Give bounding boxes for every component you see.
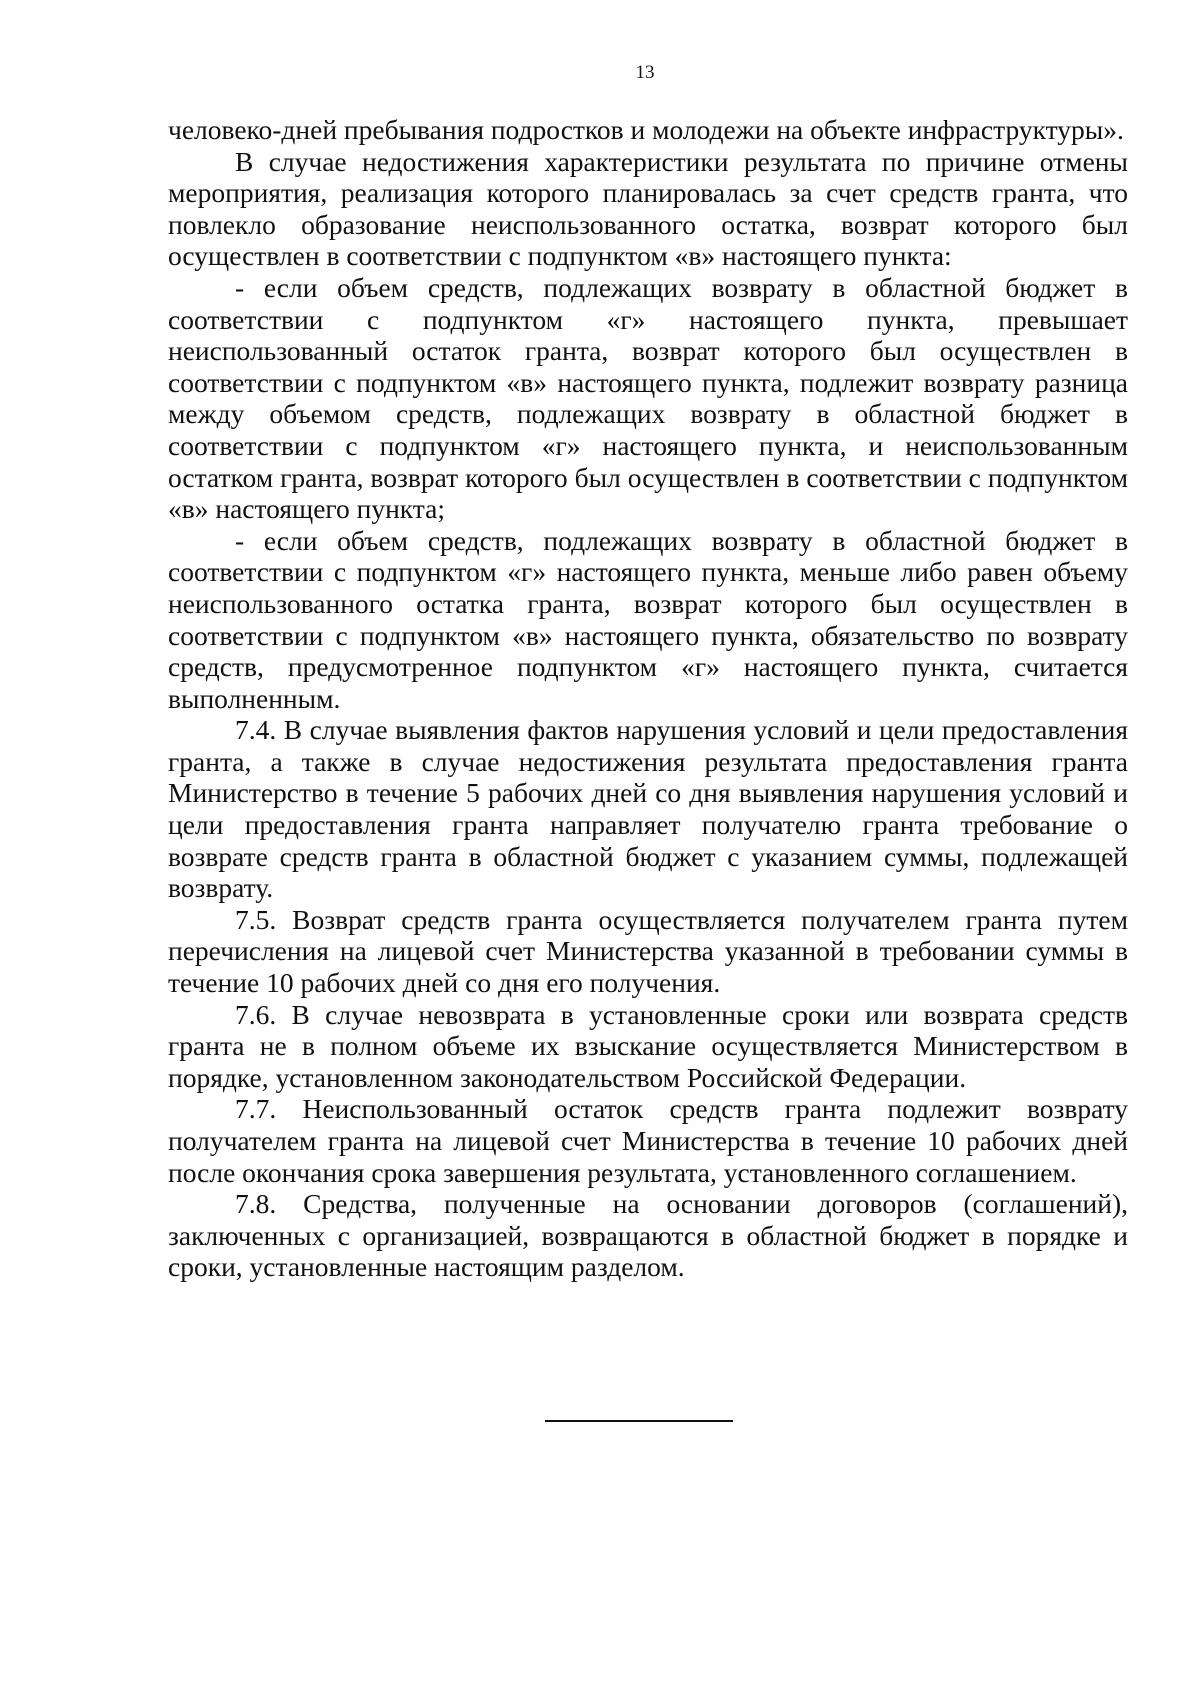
clause-7-4: 7.4. В случае выявления фактов нарушения условий и цели предоставления гранта, а также в случае недостижения результата предоставления гранта Министерство в течение 5 рабочих дней со дня выявления нарушения условий и цели предоставления гранта направляет получателю гранта требование о возврате средств гранта в областной бюджет с указанием суммы, подлежащей возврату. [168,714,1128,904]
clause-7-6: 7.6. В случае невозврата в установленные сроки или возврата средств гранта не в полном объеме их взыскание осуществляется Министерством в порядке, установленном законодательством Российской Федерации. [168,998,1128,1093]
end-of-section-rule [545,1420,733,1422]
list-item: - если объем средств, подлежащих возврату в областной бюджет в соответствии с подпунктом «г» настоящего пункта, меньше либо равен объему неиспользованного остатка гранта, возврат которого был осуществлен в соответствии с подпунктом «в» настоящего пункта, обязательство по возврату средств, предусмотренное подпунктом «г» настоящего пункта, считается выполненным. [168,524,1128,714]
page-number: 13 [635,62,655,83]
list-item: - если объем средств, подлежащих возврату в областной бюджет в соответствии с подпунктом «г» настоящего пункта, превышает неиспользованный остаток гранта, возврат которого был осуществлен в соответствии с подпунктом «в» настоящего пункта, подлежит возврату разница между объемом средств, подлежащих возврату в областной бюджет в соответствии с подпунктом «г» настоящего пункта, и неиспользованным остатком гранта, возврат которого был осуществлен в соответствии с подпунктом «в» настоящего пункта; [168,271,1128,525]
document-body [168,114,1128,1283]
paragraph-continuation: человеко-дней пребывания подростков и молодежи на объекте инфраструктуры». [168,114,1124,145]
clause-7-5: 7.5. Возврат средств гранта осуществляется получателем гранта путем перечисления на лицевой счет Министерства указанной в требовании суммы в течение 10 рабочих дней со дня его получения. [168,903,1128,999]
clause-7-8: 7.8. Средства, полученные на основании договоров (соглашений), заключенных с организацией, возвращаются в областной бюджет в порядке и сроки, установленные настоящим разделом. [168,1188,1128,1283]
clause-7-7: 7.7. Неиспользованный остаток средств гранта подлежит возврату получателем гранта на лицевой счет Министерства в течение 10 рабочих дней после окончания срока завершения результата, установленного соглашением. [168,1093,1128,1188]
paragraph: В случае недостижения характеристики результата по причине отмены мероприятия, реализация которого планировалась за счет средств гранта, что повлекло образование неиспользованного остатка, возврат которого был осуществлен в соответствии с подпунктом «в» настоящего пункта: [168,145,1128,272]
